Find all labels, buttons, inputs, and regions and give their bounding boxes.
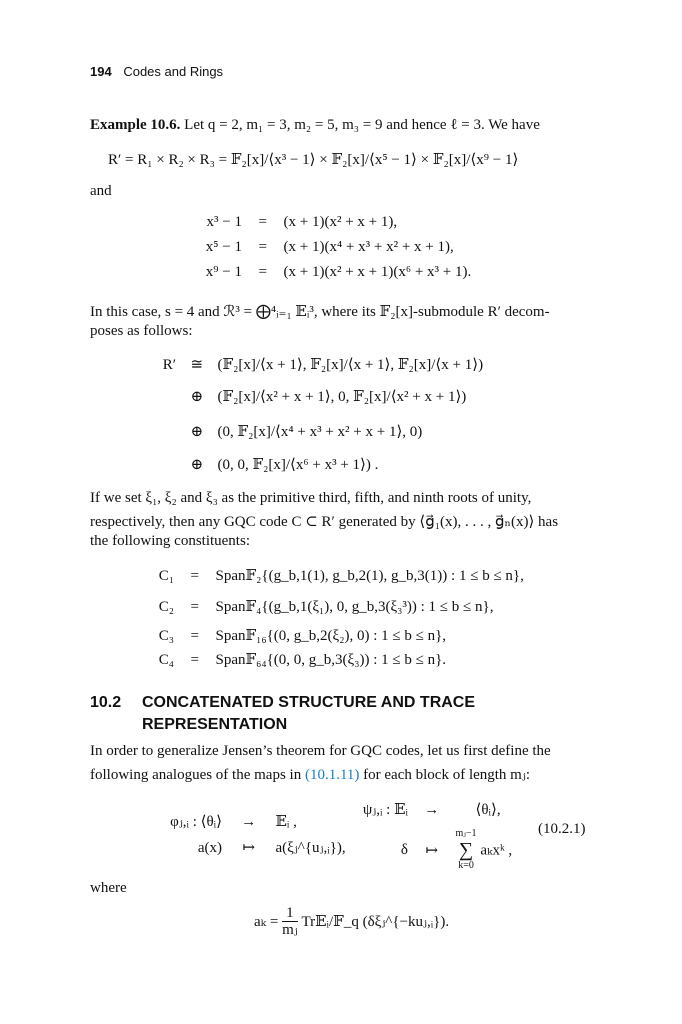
decomp-rel: ⊕	[190, 389, 204, 405]
phi-mapsto: ↦	[242, 840, 256, 856]
decomp-rel: ≅	[190, 357, 204, 373]
ak-trace: Tr𝔼ᵢ/𝔽_q (δξⱼ^{−kuⱼ,ᵢ}).	[301, 914, 450, 930]
psi-map-row-1	[346, 800, 501, 819]
constituent-rhs: Span𝔽₄{(g_b,1(ξ₁), 0, g_b,3(ξ₃³)) : 1 ≤ b ≤ n},	[215, 599, 494, 615]
section-heading	[90, 692, 475, 736]
page-number: 194	[90, 64, 112, 79]
case-line-2: poses as follows:	[90, 323, 193, 339]
decomp-rhs: (0, 0, 𝔽₂[x]/⟨x⁶ + x³ + 1⟩) .	[217, 457, 379, 473]
fact-rhs: (x + 1)(x² + x + 1),	[283, 214, 398, 230]
fact-lhs: x³ − 1	[206, 214, 242, 230]
constituent-rel: =	[190, 652, 199, 668]
sum-term: aₖxᵏ ,	[480, 842, 513, 859]
decomp-row	[140, 355, 483, 374]
psi-elem: δ	[400, 841, 408, 858]
fact-rel: =	[258, 214, 267, 230]
ak-formula	[254, 905, 449, 938]
decomp-row	[140, 422, 422, 441]
roots-line-2: respectively, then any GQC code C ⊂ R′ generated by ⟨g⃗₁(x), . . . , g⃗ₙ(x)⟩ has	[90, 514, 559, 530]
decomp-lhs: R′	[162, 357, 176, 373]
decomp-rel: ⊕	[190, 424, 204, 440]
decomp-rhs: (𝔽₂[x]/⟨x + 1⟩, 𝔽₂[x]/⟨x + 1⟩, 𝔽₂[x]/⟨x + 1⟩)	[217, 357, 484, 373]
ak-lhs: aₖ =	[254, 914, 279, 930]
roots-line-3: the following constituents:	[90, 533, 250, 549]
body-line-2-pre: following analogues of the maps in	[90, 767, 302, 783]
psi-mapsto: ↦	[425, 842, 439, 859]
phi-image: a(ξⱼ^{uⱼ,ᵢ}),	[275, 840, 346, 856]
fact-rel: =	[258, 264, 267, 280]
case-line-1: In this case, s = 4 and ℛ³ = ⨁⁴ᵢ₌₁ 𝔼ᵢ³, where its 𝔽₂[x]-submodule R′ decom-	[90, 304, 550, 320]
decomp-row	[140, 455, 378, 474]
sum-operator	[456, 828, 477, 872]
ak-numerator: 1	[282, 905, 298, 922]
sum-lower-limit: k=0	[458, 860, 474, 871]
fact-lhs: x⁹ − 1	[205, 264, 242, 280]
constituent-rel: =	[190, 599, 199, 615]
constituent-row	[150, 650, 446, 669]
psi-arrow: →	[424, 802, 440, 818]
constituent-lhs: C₂	[158, 599, 174, 615]
constituent-row	[150, 597, 493, 616]
section-title-line-2: REPRESENTATION	[142, 716, 288, 733]
decomp-rel: ⊕	[190, 457, 204, 473]
constituent-rel: =	[190, 628, 199, 644]
constituent-rhs: Span𝔽₆₄{(0, 0, g_b,3(ξ₃)) : 1 ≤ b ≤ n}.	[215, 652, 447, 668]
page-header	[90, 64, 223, 79]
body-line-2-post: for each block of length mⱼ:	[363, 767, 530, 783]
section-number: 10.2	[90, 694, 122, 711]
psi-target: ⟨θᵢ⟩,	[475, 802, 501, 818]
factorization-row	[160, 239, 454, 256]
example-intro-text: Let q = 2, m₁ = 3, m₂ = 5, m₃ = 9 and hence ℓ = 3. We have	[184, 117, 540, 133]
constituent-row	[150, 566, 524, 585]
phi-head: φⱼ,ᵢ : ⟨θᵢ⟩	[170, 814, 222, 830]
decomp-row	[140, 387, 466, 406]
constituent-rhs: Span𝔽₂{(g_b,1(1), g_b,2(1), g_b,3(1)) : 1 ≤ b ≤ n},	[215, 568, 524, 584]
sum-symbol: ∑	[458, 839, 474, 861]
constituent-rhs: Span𝔽₁₆{(0, g_b,2(ξ₂), 0) : 1 ≤ b ≤ n},	[215, 628, 447, 644]
ak-denominator: mⱼ	[282, 922, 298, 938]
where-word: where	[90, 880, 127, 896]
phi-elem: a(x)	[197, 840, 222, 856]
constituent-rel: =	[190, 568, 199, 584]
ring-equation: R′ = R₁ × R₂ × R₃ = 𝔽₂[x]/⟨x³ − 1⟩ × 𝔽₂[x]/⟨x⁵ − 1⟩ × 𝔽₂[x]/⟨x⁹ − 1⟩	[108, 152, 519, 168]
roots-line-1: If we set ξ₁, ξ₂ and ξ₃ as the primitive third, fifth, and ninth roots of unity,	[90, 490, 532, 506]
fact-rhs: (x + 1)(x² + x + 1)(x⁶ + x³ + 1).	[283, 264, 472, 280]
equation-number: (10.2.1)	[538, 821, 586, 837]
section-title-line-1: CONCATENATED STRUCTURE AND TRACE	[142, 694, 476, 711]
decomp-rhs: (𝔽₂[x]/⟨x² + x + 1⟩, 0, 𝔽₂[x]/⟨x² + x + 1⟩)	[217, 389, 467, 405]
constituent-lhs: C₃	[158, 628, 174, 644]
equation-ref-link[interactable]: (10.1.11)	[304, 767, 360, 783]
constituent-row	[150, 626, 446, 645]
constituent-lhs: C₄	[158, 652, 174, 668]
phi-map-row-1	[146, 812, 297, 831]
sum-upper-limit: mⱼ−1	[455, 828, 477, 839]
and-word: and	[90, 183, 112, 199]
ak-fraction	[282, 905, 298, 938]
body-line-1: In order to generalize Jensen’s theorem for GQC codes, let us first define the	[90, 743, 551, 759]
psi-map-row-2	[346, 828, 512, 872]
phi-map-row-2	[146, 838, 346, 857]
factorization-row	[160, 264, 471, 281]
constituent-lhs: C₁	[158, 568, 174, 584]
decomp-rhs: (0, 𝔽₂[x]/⟨x⁴ + x³ + x² + x + 1⟩, 0)	[217, 424, 423, 440]
factorization-row	[160, 214, 397, 231]
fact-lhs: x⁵ − 1	[205, 239, 242, 255]
example-label: Example 10.6.	[90, 117, 181, 133]
body-line-2	[90, 765, 530, 784]
phi-arrow: →	[241, 814, 257, 830]
example-intro	[90, 117, 540, 134]
phi-target: 𝔼ᵢ ,	[275, 814, 297, 830]
fact-rhs: (x + 1)(x⁴ + x³ + x² + x + 1),	[283, 239, 454, 255]
running-title: Codes and Rings	[123, 64, 224, 79]
fact-rel: =	[258, 239, 267, 255]
psi-head: ψⱼ,ᵢ : 𝔼ᵢ	[362, 802, 408, 818]
